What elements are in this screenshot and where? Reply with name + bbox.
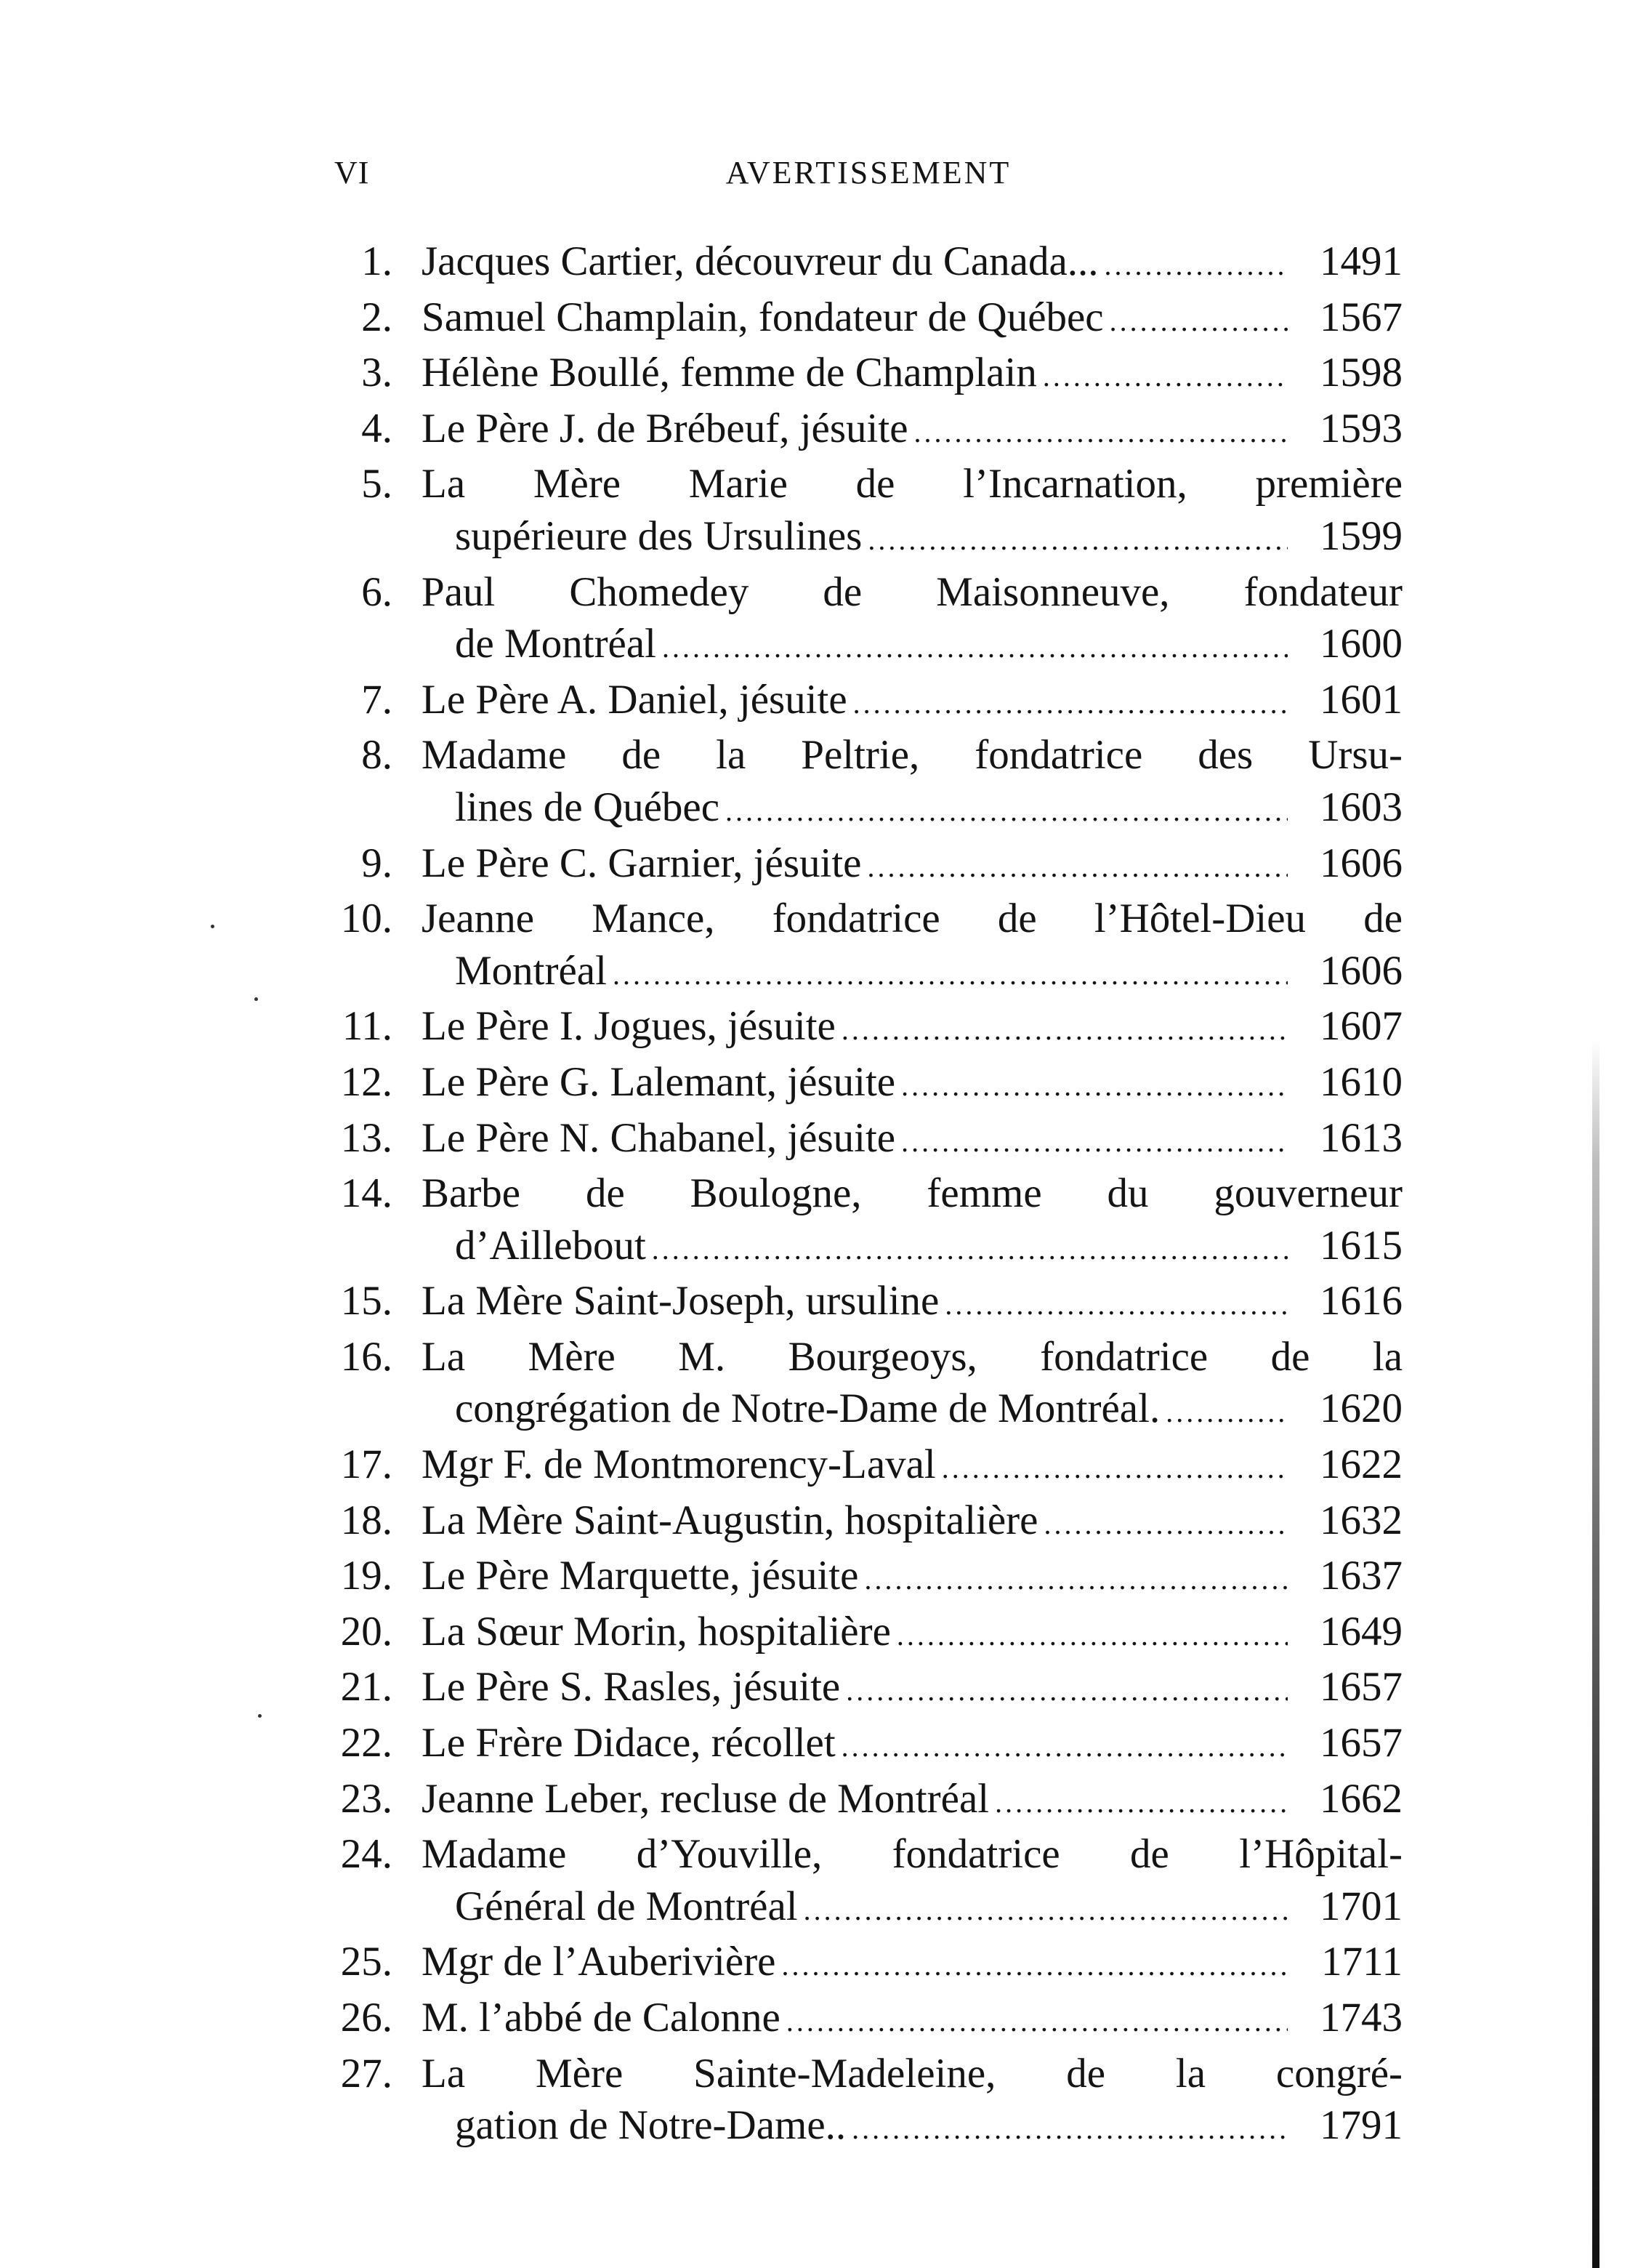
entry-number: 24. [340, 1831, 392, 1878]
entry-body [421, 291, 1403, 347]
dot-leader [1105, 239, 1288, 291]
entry-body [421, 1056, 1403, 1112]
list-item [312, 458, 1403, 566]
entry-last-line [421, 1495, 1403, 1551]
entry-year: 1613 [1320, 1114, 1403, 1161]
entry-body [421, 837, 1403, 893]
entry-year: 1637 [1320, 1553, 1403, 1599]
entry-year: 1791 [1320, 2102, 1403, 2149]
entry-body [421, 1550, 1403, 1606]
list-item [312, 1773, 1403, 1829]
list-item [312, 1439, 1403, 1495]
entry-last-line [421, 1936, 1403, 1992]
entry-year: 1607 [1320, 1003, 1403, 1050]
entry-year: 1491 [1320, 238, 1403, 284]
entry-last-line [421, 1992, 1403, 2048]
entry-title-line: Jeanne Mance, fondatrice de l’Hôtel-Dieu de [421, 896, 1403, 942]
list-item [312, 1936, 1403, 1992]
entry-body [421, 1167, 1403, 1275]
entry-title-line: Le Père A. Daniel, jésuite [421, 676, 847, 723]
list-item [312, 1056, 1403, 1112]
entry-number: 4. [361, 405, 392, 451]
dot-leader [852, 2103, 1288, 2155]
entry-number: 6. [361, 568, 392, 615]
entry-number: 13. [340, 1114, 392, 1161]
entry-last-line [421, 1661, 1403, 1717]
entry-year: 1599 [1320, 512, 1403, 559]
entry-body [421, 1000, 1403, 1056]
entry-year: 1593 [1320, 405, 1403, 451]
entry-last-line [421, 510, 1403, 566]
entry-title-line: Le Père S. Rasles, jésuite [421, 1664, 841, 1710]
entry-number: 5. [361, 461, 392, 507]
entry-number: 26. [340, 1995, 392, 2040]
entry-body [421, 1992, 1403, 2048]
dot-leader [842, 1721, 1288, 1773]
entry-number: 14. [340, 1170, 392, 1217]
entry-last-line [421, 1773, 1403, 1829]
list-item [312, 1495, 1403, 1551]
entry-body [421, 236, 1403, 291]
entry-title-line: d’Aillebout [455, 1222, 646, 1268]
entry-year: 1606 [1320, 947, 1403, 994]
entry-body [421, 1717, 1403, 1773]
entry-number: 16. [340, 1333, 392, 1380]
dot-leader [868, 841, 1288, 893]
entry-body [421, 1606, 1403, 1662]
entry-last-line [421, 1550, 1403, 1606]
entry-number: 22. [340, 1720, 392, 1766]
entry-number: 18. [340, 1497, 392, 1543]
paper-speck [258, 1714, 262, 1718]
entry-last-line [421, 1112, 1403, 1168]
page-edge-shadow [1592, 1040, 1599, 2268]
entry-body [421, 347, 1403, 403]
entry-title-line: Madame de la Peltrie, fondatrice des Ursu- [421, 732, 1403, 779]
entry-title-line: La Mère Saint-Augustin, hospitalière [421, 1497, 1038, 1543]
dot-leader [868, 514, 1288, 566]
dot-leader [652, 1223, 1288, 1276]
entry-number: 9. [361, 840, 392, 886]
dot-leader [897, 1609, 1288, 1662]
dot-leader [662, 622, 1288, 674]
entry-body [421, 1112, 1403, 1168]
table-of-portraits [312, 236, 1403, 2155]
entry-last-line [421, 291, 1403, 347]
entry-title-line: lines de Québec [455, 784, 720, 830]
entry-title-line: Jacques Cartier, découvreur du Canada... [421, 238, 1099, 284]
entry-number: 17. [340, 1441, 392, 1488]
entry-last-line [421, 618, 1403, 674]
dot-leader [995, 1777, 1288, 1829]
entry-title-line: Le Frère Didace, récollet [421, 1720, 836, 1766]
entry-number: 1. [361, 238, 392, 284]
entry-body [421, 893, 1403, 1000]
list-item [312, 291, 1403, 347]
entry-title-line: Barbe de Boulogne, femme du gouverneur [421, 1170, 1403, 1217]
entry-body [421, 566, 1403, 674]
entry-year: 1567 [1320, 294, 1403, 340]
dot-leader [842, 1004, 1288, 1056]
list-item [312, 1112, 1403, 1168]
entry-number: 23. [340, 1775, 392, 1822]
list-item [312, 1992, 1403, 2048]
entry-number: 27. [340, 2050, 392, 2096]
dot-leader [942, 1442, 1288, 1495]
entry-number: 21. [340, 1664, 392, 1710]
entry-title-line: Jeanne Leber, recluse de Montréal [421, 1775, 990, 1822]
entry-title-line: gation de Notre-Dame.. [455, 2102, 847, 2149]
entry-title-line: Le Père Marquette, jésuite [421, 1553, 859, 1599]
list-item [312, 1828, 1403, 1936]
dot-leader [804, 1884, 1288, 1937]
entry-number: 2. [361, 294, 392, 340]
list-item [312, 2048, 1403, 2155]
entry-title-line: congrégation de Notre-Dame de Montréal. [455, 1386, 1161, 1432]
dot-leader [945, 1279, 1288, 1331]
entry-title-line: supérieure des Ursulines [455, 512, 863, 559]
entry-title-line: Hélène Boullé, femme de Champlain [421, 350, 1037, 396]
list-item [312, 1550, 1403, 1606]
entry-last-line [421, 1220, 1403, 1276]
entry-body [421, 1828, 1403, 1936]
list-item [312, 403, 1403, 459]
entry-number: 12. [340, 1058, 392, 1105]
entry-title-line: Samuel Champlain, fondateur de Québec [421, 294, 1104, 340]
entry-number: 11. [342, 1003, 392, 1050]
entry-title-line: Le Père N. Chabanel, jésuite [421, 1114, 896, 1161]
entry-body [421, 1661, 1403, 1717]
list-item [312, 1167, 1403, 1275]
entry-title-line: Le Père C. Garnier, jésuite [421, 840, 862, 886]
list-item [312, 1000, 1403, 1056]
entry-title-line: Paul Chomedey de Maisonneuve, fondateur [421, 568, 1403, 615]
entry-year: 1601 [1320, 676, 1403, 723]
entry-last-line [421, 1383, 1403, 1439]
list-item [312, 1275, 1403, 1331]
running-title: AVERTISSEMENT [725, 155, 1012, 190]
dot-leader [901, 1060, 1288, 1112]
list-item [312, 1606, 1403, 1662]
entry-last-line [421, 837, 1403, 893]
entry-number: 25. [340, 1939, 392, 1985]
entry-year: 1598 [1320, 350, 1403, 396]
list-item [312, 566, 1403, 674]
entry-year: 1711 [1321, 1939, 1403, 1985]
entry-title-line: La Sœur Morin, hospitalière [421, 1608, 891, 1654]
entry-title-line: Général de Montréal [455, 1883, 798, 1929]
paper-speck [254, 997, 258, 1001]
entry-number: 7. [361, 676, 392, 723]
list-item [312, 1717, 1403, 1773]
dot-leader [1044, 1498, 1288, 1551]
page-header [334, 154, 1403, 198]
entry-title-line: Le Père J. de Brébeuf, jésuite [421, 405, 908, 451]
entry-year: 1622 [1320, 1441, 1403, 1488]
entry-body [421, 1275, 1403, 1331]
dot-leader [901, 1116, 1288, 1168]
list-item [312, 893, 1403, 1000]
entry-last-line [421, 1056, 1403, 1112]
dot-leader [725, 785, 1288, 837]
entry-year: 1603 [1320, 784, 1403, 830]
list-item [312, 674, 1403, 730]
dot-leader [781, 1939, 1288, 1992]
paper-speck [211, 925, 214, 928]
entry-title-line: La Mère M. Bourgeoys, fondatrice de la [421, 1333, 1403, 1380]
entry-title-line: Mgr F. de Montmorency-Laval [421, 1441, 936, 1488]
entry-last-line [421, 945, 1403, 1001]
entry-number: 15. [340, 1278, 392, 1324]
entry-last-line [421, 1881, 1403, 1937]
entry-last-line [421, 1000, 1403, 1056]
entry-year: 1606 [1320, 840, 1403, 886]
entry-title-line: Madame d’Youville, fondatrice de l’Hôpital- [421, 1831, 1403, 1878]
dot-leader [1043, 350, 1288, 403]
dot-leader [613, 949, 1288, 1001]
entry-year: 1657 [1320, 1720, 1403, 1766]
entry-last-line [421, 1606, 1403, 1662]
entry-number: 8. [361, 732, 392, 779]
entry-title-line: M. l’abbé de Calonne [421, 1995, 780, 2040]
entry-title-line: Montréal [455, 947, 607, 994]
entry-year: 1616 [1320, 1278, 1403, 1324]
entry-body [421, 1773, 1403, 1829]
entry-last-line [421, 1439, 1403, 1495]
dot-leader [846, 1665, 1288, 1717]
entry-body [421, 1495, 1403, 1551]
entry-last-line [421, 1717, 1403, 1773]
entry-body [421, 1936, 1403, 1992]
entry-year: 1632 [1320, 1497, 1403, 1543]
entry-body [421, 674, 1403, 730]
entry-title-line: Le Père I. Jogues, jésuite [421, 1003, 836, 1050]
list-item [312, 1331, 1403, 1439]
entry-last-line [421, 1275, 1403, 1331]
entry-year: 1620 [1320, 1386, 1403, 1432]
entry-year: 1743 [1320, 1995, 1403, 2040]
entry-number: 10. [340, 896, 392, 942]
entry-body [421, 729, 1403, 837]
entry-body [421, 1439, 1403, 1495]
entry-title-line: La Mère Marie de l’Incarnation, première [421, 461, 1403, 507]
entry-last-line [421, 781, 1403, 837]
entry-title-line: La Mère Sainte-Madeleine, de la congré- [421, 2050, 1403, 2096]
entry-year: 1615 [1320, 1222, 1403, 1268]
list-item [312, 236, 1403, 291]
entry-body [421, 458, 1403, 566]
entry-body [421, 2048, 1403, 2155]
entry-year: 1600 [1320, 621, 1403, 667]
dot-leader [1166, 1386, 1288, 1439]
entry-year: 1662 [1320, 1775, 1403, 1822]
entry-title-line: La Mère Saint-Joseph, ursuline [421, 1278, 940, 1324]
entry-year: 1657 [1320, 1664, 1403, 1710]
entry-last-line [421, 236, 1403, 291]
entry-year: 1701 [1320, 1883, 1403, 1929]
entry-last-line [421, 2099, 1403, 2155]
page-number: VI [334, 155, 370, 190]
list-item [312, 729, 1403, 837]
entry-last-line [421, 347, 1403, 403]
list-item [312, 837, 1403, 893]
entry-last-line [421, 403, 1403, 459]
dot-leader [1110, 295, 1288, 347]
entry-body [421, 1331, 1403, 1439]
entry-title-line: de Montréal [455, 621, 656, 667]
entry-last-line [421, 674, 1403, 730]
dot-leader [786, 1995, 1288, 2048]
dot-leader [914, 406, 1288, 459]
entry-body [421, 403, 1403, 459]
entry-title-line: Mgr de l’Auberivière [421, 1939, 776, 1985]
entry-year: 1610 [1320, 1058, 1403, 1105]
dot-leader [853, 677, 1288, 730]
entry-number: 3. [361, 350, 392, 396]
entry-year: 1649 [1320, 1608, 1403, 1654]
entry-number: 19. [340, 1553, 392, 1599]
entry-title-line: Le Père G. Lalemant, jésuite [421, 1058, 896, 1105]
dot-leader [864, 1553, 1288, 1606]
list-item [312, 347, 1403, 403]
list-item [312, 1661, 1403, 1717]
entry-number: 20. [340, 1608, 392, 1654]
